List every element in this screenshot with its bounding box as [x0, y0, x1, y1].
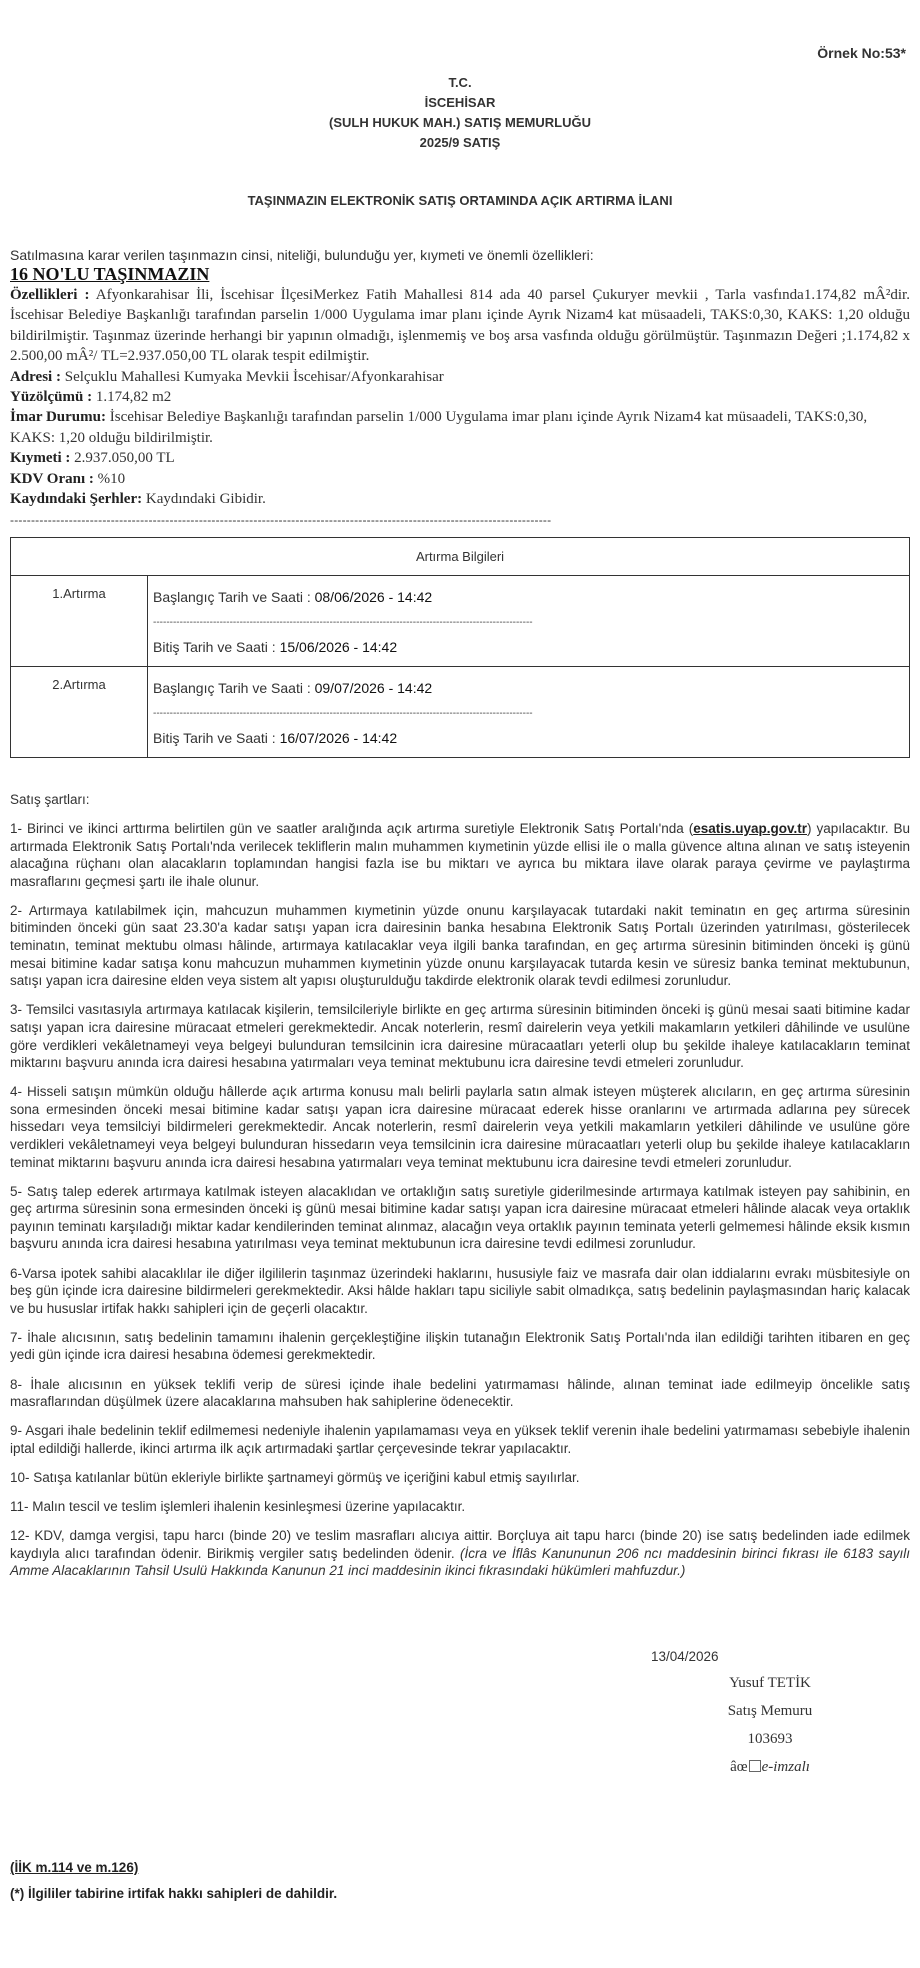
auction-row — [11, 576, 910, 667]
signer-title: Satış Memuru — [727, 1703, 813, 1719]
property-features — [10, 285, 910, 367]
auction-row-divider: ------------------------------------------------------------------------------------------------------------------ — [153, 617, 533, 628]
start-label: Başlangıç Tarih ve Saati : — [153, 589, 311, 605]
signer-name: Yusuf TETİK — [729, 1675, 811, 1691]
auction-start — [153, 589, 908, 605]
terms-list — [10, 820, 910, 1591]
auction-row — [11, 667, 910, 758]
term-6: 6-Varsa ipotek sahibi alacaklılar ile diğer ilgililerin taşınmaz üzerindeki haklarını, hususiyle faiz ve masrafa dair olan iddialarını evrakı müsbitesiyle on beş gün içinde icra dairesine bildirmeleri gerekmektedir. Aksi hâlde hakları tapu siciliyle sabit olmadıkça, satış bedelinin paylaşmasından hariç kalacak ve bu hususlar irtifak hakkı sahipleri için de geçerli olacaktır. — [10, 1265, 910, 1316]
features-value: Afyonkarahisar İli, İscehisar İlçesiMerkez Fatih Mahallesi 814 ada 40 parsel Çukuryer mevkii , Tarla vasfında1.174,82 mÂ²dir. İscehisar Belediye Başkanlığı tarafından parselin 1/000 Uygulama imar planı içinde Ayrık Nizam4 kat müsaadeli, TAKS:0,30, KAKS: 1,20 olduğu bildirilmiştir. Taşınmaz üzerinde herhangi bir yapının olmadığı, işlenmemiş ve boş arsa vasfında olduğu görülmüştür. Taşınmazın Değeri ;1.174,82 x 2.500,00 mÂ²/ TL=2.937.050,00 TL olarak tespit edilmiştir. — [10, 287, 910, 365]
records-label: Kaydındaki Şerhler: — [10, 491, 143, 508]
terms-heading: Satış şartları: — [10, 792, 90, 807]
term-1-text-a: 1- Birinci ve ikinci arttırma belirtilen gün ve saatler aralığında açık artırma suretiyle Elektronik Satış Portalı'nda ( — [10, 821, 694, 836]
signer-number: 103693 — [747, 1731, 793, 1747]
auction-table-header-row — [11, 538, 910, 576]
auction-table — [10, 537, 910, 758]
area-value: 1.174,82 m2 — [95, 389, 172, 406]
property-name: 16 NO'LU TAŞINMAZIN — [10, 264, 210, 284]
header-line-office: (SULH HUKUK MAH.) SATIŞ MEMURLUĞU — [329, 115, 591, 130]
intro-text: Satılmasına karar verilen taşınmazın cinsi, niteliği, bulunduğu yer, kıymeti ve önemli özellikleri: — [10, 247, 594, 263]
property-address — [10, 367, 910, 387]
term-1 — [10, 820, 910, 890]
esatis-link[interactable]: esatis.uyap.gov.tr — [693, 821, 807, 836]
esign-text: e-imzalı — [761, 1759, 810, 1775]
term-11: 11- Malın tescil ve teslim işlemleri ihalenin kesinleşmesi üzerine yapılacaktır. — [10, 1499, 466, 1514]
auction-end — [153, 730, 908, 746]
auction-row-divider: ------------------------------------------------------------------------------------------------------------------ — [153, 708, 533, 719]
auction-row-label: 1.Artırma — [11, 576, 148, 667]
property-kdv — [10, 469, 910, 489]
term-9: 9- Asgari ihale bedelinin teklif edilmemesi nedeniyle ihalenin yapılamaması veya en yüksek teklif verenin ihale bedelini yatırmaması sebebiyle ihalenin iptal edildiği hallerde, ikinci artırma ilk açık artırmadaki şartlar çerçevesinde tekrar yapılacaktır. — [10, 1423, 910, 1456]
property-records — [10, 489, 910, 509]
term-1-text-b: ) yapılacaktır. Bu artırmada Elektronik Satış Portalı'nda verilecek tekliflerin malın muhammen kıymetinin yüzde ellisi ile o malla güvence altına alınan ve satış isteyenin alacağına rüçhanı olan alacakların toplamından hangisi fazla ise bu miktarı ve ayrıca bu miktara ilave olarak paraya çevirme ve paylaştırma masraflarını geçmesi şartı ile ihale olunur. — [10, 821, 910, 889]
header-line-tc: T.C. — [448, 75, 472, 90]
esign-box-icon — [749, 1760, 761, 1772]
address-label: Adresi : — [10, 368, 61, 385]
value-value: 2.937.050,00 TL — [74, 450, 175, 467]
records-value: Kaydındaki Gibidir. — [145, 491, 266, 508]
term-12 — [10, 1527, 910, 1580]
footnote: (*) İlgililer tabirine irtifak hakkı sahipleri de dahildir. — [10, 1886, 338, 1901]
office-header — [0, 73, 920, 153]
end-value: 15/06/2026 - 14:42 — [279, 639, 398, 655]
header-line-city: İSCEHİSAR — [424, 95, 496, 110]
term-3: 3- Temsilci vasıtasıyla artırmaya katılacak kişilerin, temsilcileriyle birlikte en geç artırma süresinin bitiminden önceki iş günü mesai saati bitimine kadar satışı yapan icra dairesine müracaat etmeleri gerekmektedir. Ancak noterlerin, resmî dairelerin veya yetkili makamların yetkileri dâhilinde ve usulüne göre verdikleri vekâletnameyi veya belgeyi bulunduran temsilcinin icra dairesine müracaatları yeterli olup bu şekilde ihaleye katılacakların teminat miktarını başvuru anında icra dairesi hesabına yatırmaları veya teminat mektubunu icra dairesine tevdi etmeleri zorunludur. — [10, 1002, 910, 1071]
term-12-note: (İcra ve İflâs Kanununun 206 ncı maddesinin birinci fıkrası ile 6183 sayılı Amme Alacaklarının Tahsil Usulü Hakkında Kanunun 21 inci maddesinin ikinci fıkrasındaki hükümleri mahfuzdur.) — [10, 1545, 911, 1579]
announcement-title: TAŞINMAZIN ELEKTRONİK SATIŞ ORTAMINDA AÇIK ARTIRMA İLANI — [247, 193, 673, 208]
kdv-value: %10 — [97, 470, 126, 487]
end-label: Bitiş Tarih ve Saati : — [153, 639, 276, 655]
area-label: Yüzölçümü : — [10, 389, 93, 406]
start-value: 08/06/2026 - 14:42 — [314, 589, 433, 605]
auction-table-header: Artırma Bilgileri — [11, 538, 910, 576]
start-label: Başlangıç Tarih ve Saati : — [153, 680, 311, 696]
property-zoning — [10, 407, 910, 448]
kdv-label: KDV Oranı : — [10, 470, 94, 487]
zoning-value: İscehisar Belediye Başkanlığı tarafından parselin 1/000 Uygulama imar planı içinde Ayrık Nizam4 kat müsaadeli, TAKS:0,30, KAKS: 1,20 olduğu bildirilmiştir. — [10, 409, 868, 446]
end-label: Bitiş Tarih ve Saati : — [153, 730, 276, 746]
auction-end — [153, 639, 908, 655]
property-area — [10, 387, 910, 407]
term-12-text: 12- KDV, damga vergisi, tapu harcı (binde 20) ve teslim masrafları alıcıya aittir. Borçluya ait tapu harcı (binde 20) ise satış bedelinden iade edilmek kaydıyla alıcı tarafından ödenir. Birikmiş vergiler satış bedelinden ödenir. — [10, 1528, 910, 1561]
term-5: 5- Satış talep ederek artırmaya katılmak isteyen alacaklıdan ve ortaklığın satış suretiyle giderilmesinde artırmaya katılmak isteyen pay sahibinin, en geç artırma süresinin sona ermesinden önceki iş günü mesai bitimine kadar satışı yapan icra dairesine müracaat etmeleri hâlinde alacak veya ortaklık payının teminatı karşıladığı miktar kadar kendilerinden teminat alınmaz, alacağın veya ortaklık payının teminata yeterli gelmemesi hâlinde eksik kısmın başvuru anında icra dairesi hesabına yatırılması veya teminat mektubunun icra dairesine tevdi edilmesi zorunludur. — [10, 1183, 910, 1252]
auction-row-label: 2.Artırma — [11, 667, 148, 758]
term-10: 10- Satışa katılanlar bütün ekleriyle birlikte şartnameyi görmüş ve içeriğini kabul etmiş sayılırlar. — [10, 1469, 580, 1485]
e-signature — [680, 1759, 860, 1776]
property-details — [10, 263, 910, 509]
law-reference[interactable]: (İİK m.114 ve m.126) — [10, 1860, 139, 1875]
esign-glyph: âœ — [730, 1759, 748, 1775]
property-value — [10, 448, 910, 468]
property-separator: --------------------------------------------------------------------------------------------------------------------------------- — [10, 513, 552, 527]
term-4: 4- Hisseli satışın mümkün olduğu hâllerde açık artırma konusu malı belirli paylarla satın almak isteyen müşterek alıcıların, en geç artırma süresinin sona ermesinden önceki mesai bitimine kadar satışı yapan icra dairesine müracaat ederek hisse oranlarını ve artırmada adlarına pey sürecek hissedarı veya temsilciyi bildirmeleri gerekmektedir. Ancak noterlerin, resmî dairelerin veya yetkili makamların yetkileri dâhilinde ve usulüne göre verdikleri vekâletnameyi veya belgeyi bulunduran hissedarın veya temsilcinin icra dairesine müracaatları yeterli olup bu şekilde ihaleye katılacakların teminat miktarını başvuru anında icra dairesi hesabına yatırmaları veya teminat mektubunu icra dairesine tevdi etmeleri zorunludur. — [10, 1084, 910, 1170]
term-7: 7- İhale alıcısının, satış bedelinin tamamını ihalenin gerçekleştiğine ilişkin tutanağın Elektronik Satış Portalı'nda ilan edildiği tarihten itibaren en geç yedi gün içinde icra dairesi hesabına ödemesi gerekmektedir. — [10, 1329, 910, 1363]
auction-row-dates — [148, 576, 910, 667]
auction-start — [153, 680, 908, 696]
zoning-label: İmar Durumu: — [10, 409, 106, 426]
term-8: 8- İhale alıcısının en yüksek teklifi verip de süresi içinde ihale bedelini yatırmaması hâlinde, alınan teminat iade edilmeyip öncelikle satış masraflarından düşülmek üzere alacaklarına mahsuben hak sahiplerine ödenecektir. — [10, 1376, 910, 1410]
value-label: Kıymeti : — [10, 450, 71, 467]
end-value: 16/07/2026 - 14:42 — [279, 730, 398, 746]
start-value: 09/07/2026 - 14:42 — [314, 680, 433, 696]
header-line-file: 2025/9 SATIŞ — [419, 135, 501, 150]
term-2: 2- Artırmaya katılabilmek için, mahcuzun muhammen kıymetinin yüzde onunu karşılayacak tutardaki nakit teminatın en geç artırma süresinin bitiminden önceki gün saat 23.30'a kadar satışı yapan icra dairesinin banka hesabına Elektronik Satış Portalı üzerinden yatırılması, gösterilecek teminatın, teminat mektubu olması hâlinde, artırmaya katılacaklar veya ilgili banka tarafından, en geç artırma süresinin bitiminden önceki iş günü mesai bitimine kadar satışa konu mahcuzun muhammen kıymetinin yüzde onunu karşılayacak tutarda kesin ve süresiz banka teminat mektubunun, satışı yapan icra dairesine elden veya sistem alt yapısı oluşturulduğu takdirde elektronik olarak tevdi edilmesi zorunludur. — [10, 902, 910, 989]
signature-date: 13/04/2026 — [651, 1649, 719, 1664]
auction-row-dates — [148, 667, 910, 758]
features-label: Özellikleri : — [10, 287, 90, 303]
sample-number: Örnek No:53* — [817, 45, 906, 61]
address-value: Selçuklu Mahallesi Kumyaka Mevkii İscehisar/Afyonkarahisar — [64, 368, 444, 385]
